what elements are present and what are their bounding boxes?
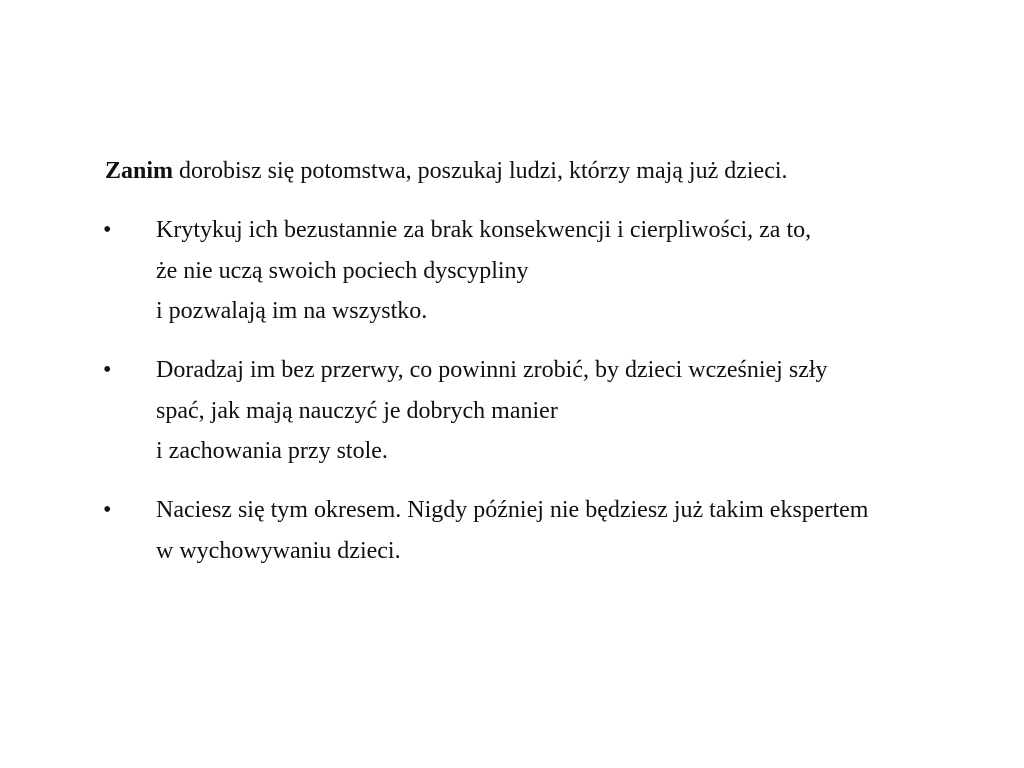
bullet-line: w wychowywaniu dzieci. [156,537,401,564]
intro-text: dorobisz się potomstwa, poszukaj ludzi, którzy mają już dzieci. [173,158,788,184]
intro-bold-word: Zanim [105,158,174,184]
bullet-marker: • [103,217,112,243]
intro-paragraph [105,154,788,188]
bullet-text [156,490,868,571]
bullet-marker: • [103,357,112,383]
bullet-line: Krytykuj ich bezustannie za brak konsekwencji i cierpliwości, za to, [156,217,812,243]
bullet-line: i zachowania przy stole. [156,438,388,464]
bullet-text [156,210,811,332]
bullet-line: Doradzaj im bez przerwy, co powinni zrobić, by dzieci wcześniej szły [156,357,828,383]
bullet-line: Naciesz się tym okresem. Nigdy później nie będziesz już takim ekspertem [156,497,869,523]
bullet-line: i pozwalają im na wszystko. [156,298,428,324]
bullet-line: że nie uczą swoich pociech dyscypliny [156,257,529,284]
bullet-marker: • [103,497,112,523]
bullet-line: spać, jak mają nauczyć je dobrych manier [156,397,558,424]
bullet-text [156,350,828,472]
